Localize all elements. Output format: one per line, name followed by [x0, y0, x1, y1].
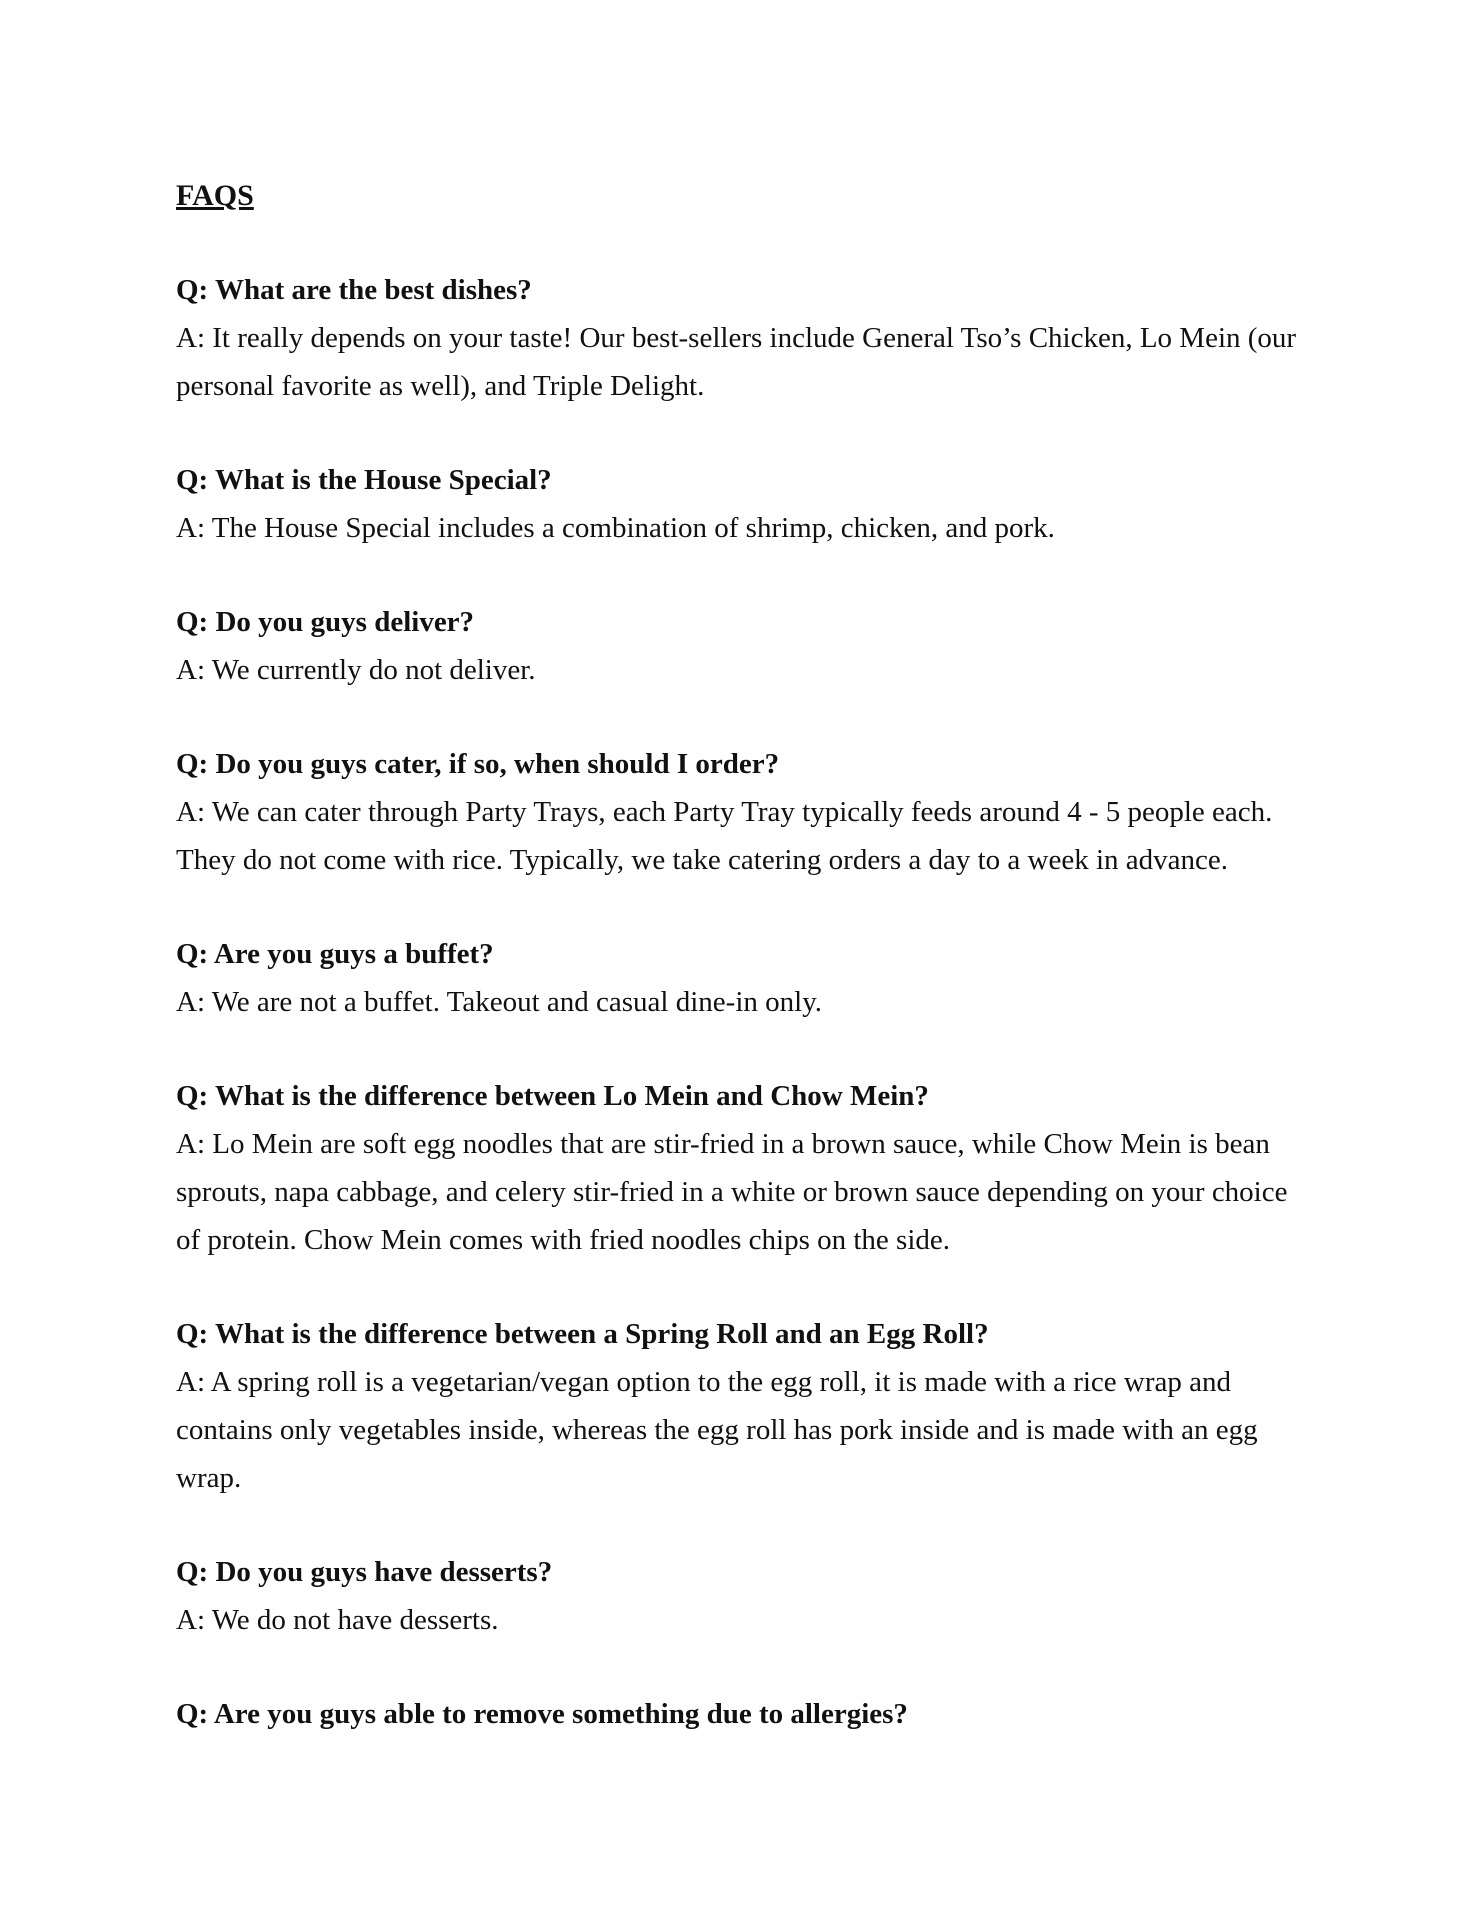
- document-page: [176, 172, 1316, 1784]
- faq-item: [176, 1310, 1316, 1502]
- faq-answer: A: A spring roll is a vegetarian/vegan option to the egg roll, it is made with a rice wrap and contains only vegetables inside, whereas the egg roll has pork inside and is made with an egg wrap.: [176, 1366, 1258, 1494]
- faq-question: Q: What is the difference between a Spring Roll and an Egg Roll?: [176, 1318, 989, 1350]
- faq-answer: A: We do not have desserts.: [176, 1604, 499, 1636]
- faq-answer: A: We are not a buffet. Takeout and casual dine-in only.: [176, 986, 823, 1018]
- faq-question: Q: What is the House Special?: [176, 464, 552, 496]
- faq-item: [176, 266, 1316, 410]
- faq-answer: A: We can cater through Party Trays, each Party Tray typically feeds around 4 - 5 people each. They do not come with rice. Typically, we take catering orders a day to a week in advance.: [176, 796, 1273, 876]
- faq-item: [176, 1072, 1316, 1264]
- faq-answer: A: We currently do not deliver.: [176, 654, 536, 686]
- faq-item: [176, 1548, 1316, 1644]
- faq-item: [176, 598, 1316, 694]
- faq-item: [176, 930, 1316, 1026]
- faq-question: Q: What is the difference between Lo Mein and Chow Mein?: [176, 1080, 929, 1112]
- faq-item: [176, 456, 1316, 552]
- faq-item: [176, 1690, 1316, 1738]
- faq-question: Q: Are you guys a buffet?: [176, 938, 494, 970]
- faq-question: Q: Do you guys have desserts?: [176, 1556, 553, 1588]
- faq-answer: A: It really depends on your taste! Our best-sellers include General Tso’s Chicken, Lo Mein (our personal favorite as well), and Triple Delight.: [176, 322, 1297, 402]
- faq-question: Q: Do you guys cater, if so, when should I order?: [176, 748, 780, 780]
- faq-answer: A: Lo Mein are soft egg noodles that are stir-fried in a brown sauce, while Chow Mein is bean sprouts, napa cabbage, and celery stir-fried in a white or brown sauce depending on your choice of protein. Chow Mein comes with fried noodles chips on the side.: [176, 1128, 1288, 1256]
- faq-question: Q: Do you guys deliver?: [176, 606, 475, 638]
- page-title: FAQS: [176, 179, 254, 212]
- faq-question: Q: What are the best dishes?: [176, 274, 532, 306]
- faq-answer: A: The House Special includes a combination of shrimp, chicken, and pork.: [176, 512, 1055, 544]
- faq-question: Q: Are you guys able to remove something due to allergies?: [176, 1698, 908, 1730]
- faq-item: [176, 740, 1316, 884]
